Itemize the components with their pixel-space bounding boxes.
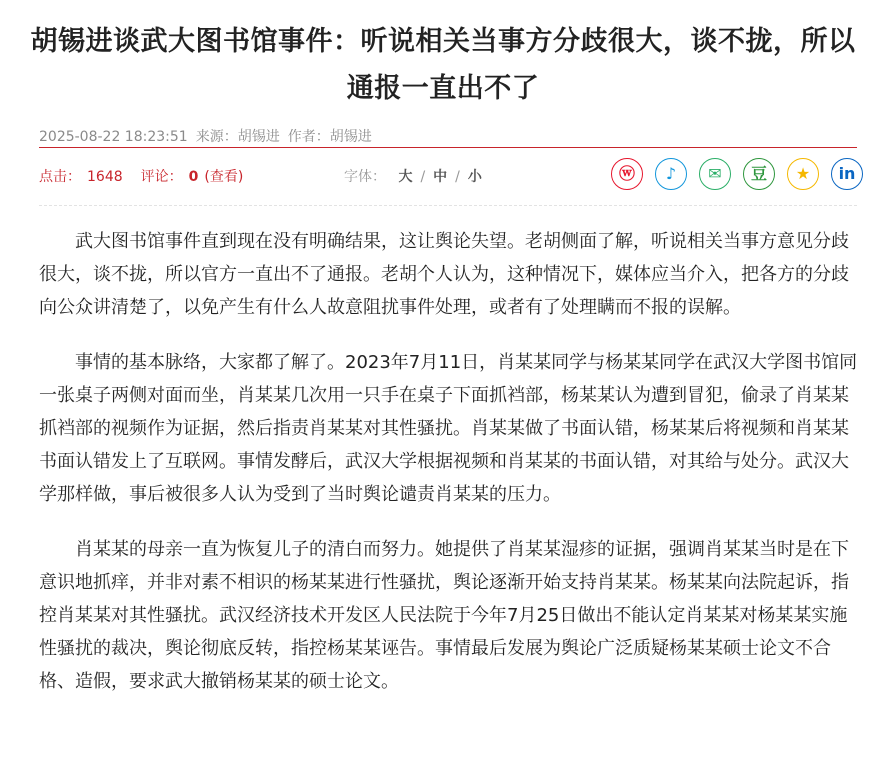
source-label: 来源： [195,129,238,145]
font-size-separator: / [420,169,426,185]
font-size-medium[interactable]: 中 [433,169,448,185]
linkedin-icon[interactable]: in [831,158,863,190]
wechat-icon[interactable]: ✉ [699,158,731,190]
article-meta [39,126,380,146]
font-size-separator: / [455,169,460,185]
article-stats [39,166,243,186]
meta-divider [39,205,857,206]
author-name: 胡锡进 [329,129,372,145]
weibo-icon[interactable]: ⓦ [611,158,643,190]
author-label: 作者： [287,129,330,145]
qq-icon[interactable]: ♪ [655,158,687,190]
font-size-label: 字体： [344,169,386,185]
comments-label: 评论： [140,169,183,185]
qzone-icon[interactable]: ★ [787,158,819,190]
article-paragraph: 肖某某的母亲一直为恢复儿子的清白而努力。她提供了肖某某湿疹的证据，强调肖某某当时是在下意识地抓痒，并非对素不相识的杨某某进行性骚扰，舆论逐渐开始支持肖某某。杨某某向法院起诉，指控肖某某对其性骚扰。武汉经济技术开发区人民法院于今年7月25日做出不能认定肖某某对杨某某实施性骚扰的裁决，舆论彻底反转，指控杨某某诬告。事情最后发展为舆论广泛质疑杨某某硕士论文不合格、造假，要求武大撤销杨某某的硕士论文。 [39,539,849,692]
source-name: 胡锡进 [237,129,280,145]
douban-icon[interactable]: 豆 [743,158,775,190]
font-size-large[interactable]: 大 [398,169,413,185]
comments-count: 0 [188,169,199,185]
article-paragraph: 事情的基本脉络，大家都了解了。2023年7月11日，肖某某同学与杨某某同学在武汉大学图书馆同一张桌子两侧对面而坐，肖某某几次用一只手在桌子下面抓裆部，杨某某认为遭到冒犯，偷录了肖某某抓裆部的视频作为证据，然后指责肖某某对其性骚扰。肖某某做了书面认错，杨某某后将视频和肖某某书面认错发上了互联网。事情发酵后，武汉大学根据视频和肖某某的书面认错，对其给与处分。武汉大学那样做，事后被很多人认为受到了当时舆论谴责肖某某的压力。 [39,352,858,505]
title-divider [39,147,857,148]
article-title: 胡锡进谈武大图书馆事件：听说相关当事方分歧很大，谈不拢，所以通报一直出不了 [30,26,856,104]
clicks-count: 1648 [87,169,123,185]
font-size-switcher [344,166,490,186]
share-bar [611,158,863,192]
clicks-label: 点击： [39,169,81,185]
view-comments-link[interactable]: (查看) [204,169,244,185]
publish-datetime: 2025-08-22 18:23:51 [39,129,188,145]
article-paragraph: 武大图书馆事件直到现在没有明确结果，这让舆论失望。老胡侧面了解，听说相关当事方意见分歧很大，谈不拢，所以官方一直出不了通报。老胡个人认为，这种情况下，媒体应当介入，把各方的分歧向公众讲清楚了，以免产生有什么人故意阻扰事件处理，或者有了处理瞒而不报的误解。 [39,231,849,318]
font-size-small[interactable]: 小 [467,169,482,185]
article-body [39,225,859,720]
